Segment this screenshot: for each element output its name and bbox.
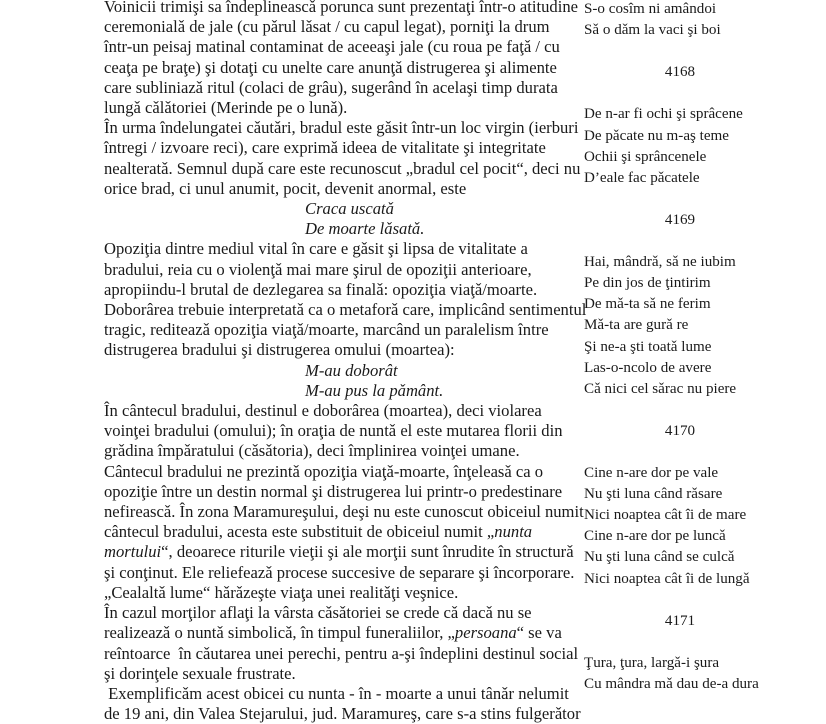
paragraph [104, 401, 566, 462]
text-line: voinţei bradului (omului); în oraţia de nuntǎ el este mutarea florii din [104, 421, 563, 441]
plain-text: nefireascǎ. În zona Maramureşului, deşi nu este cunoscut obiceiul numit [104, 502, 584, 522]
folk-verse-line: Nu şti luna când se culcǎ [584, 549, 735, 566]
plain-text: “, deoarece riturile vieţii şi ale morţii sunt înrudite în structurǎ [161, 542, 574, 562]
text-line: ceremonialǎ de jale (cu pǎrul lǎsat / cu capul legat), porniţi la drum [104, 17, 550, 37]
text-line: apropiindu-l brutal de dezlegarea sa finalǎ: opoziţia viaţǎ/moarte. [104, 279, 538, 299]
emphasis-text: nunta [494, 522, 533, 542]
right-verse-column [584, 0, 826, 695]
verse-number: 4168 [664, 64, 696, 81]
text-line [104, 603, 566, 623]
paragraph [104, 461, 584, 603]
paragraph [104, 0, 578, 118]
text-line: orice brad, ci unul anumit, pocit, devenit anormal, este [104, 178, 467, 198]
folk-verse-line: Cu mândra mǎ dau de-a dura [584, 676, 759, 692]
paragraph [104, 603, 579, 684]
folk-verse-line: Ochii şi sprâncenele [584, 148, 707, 165]
verse-number: 4169 [664, 211, 696, 228]
paragraph [104, 683, 581, 724]
text-line [104, 522, 566, 542]
text-line: întregi / izvoare reci), care exprimǎ ideea de vitalitate şi integritate [104, 138, 546, 158]
text-line [104, 623, 566, 643]
folk-verse-line: Nici noaptea cât îi de mare [584, 507, 747, 524]
text-line [104, 643, 579, 664]
spacer [584, 632, 826, 653]
verse-line: M-au doborât [305, 360, 398, 380]
plain-text: În cazul morţilor aflaţi la vârsta cǎsǎtoriei se crede cǎ dacǎ nu se [104, 603, 532, 623]
verse-line: M-au pus la pǎmânt. [305, 380, 444, 400]
spacer [584, 83, 826, 104]
text-line: Opoziţia dintre mediul vital în care e gǎsit şi lipsa de vitalitate a [104, 239, 528, 259]
text-line: lungǎ cǎlǎtoriei (Merinde pe o lunǎ). [104, 98, 348, 118]
spacer [584, 442, 826, 463]
verse-number: 4171 [664, 612, 696, 629]
text-line: tragic, rediteazǎ opoziţia viaţǎ/moarte, marcând un paralelism între [104, 320, 549, 340]
text-line: bradului, reia cu o violenţǎ mai mare şirul de opoziţii anterioare, [104, 259, 532, 279]
text-line [104, 502, 584, 522]
text-line [104, 562, 575, 583]
text-line [104, 482, 566, 502]
spacer [584, 231, 826, 252]
folk-verse-line: Ţura, ţura, largǎ-i şura [584, 654, 720, 671]
plain-text: şi conţinut. Ele reliefeazǎ procese succesive de separare şi încorporare. [104, 562, 575, 582]
text-line [104, 462, 566, 482]
folk-verse-line: Nu şti luna când rǎsare [584, 486, 723, 503]
spacer [584, 400, 826, 421]
text-line: nealteratǎ. Semnul dupǎ care este recunoscut „bradul cel pocit“, deci nu [104, 158, 581, 178]
folk-verse-line: Sǎ o dǎm la vaci şi boi [584, 22, 721, 39]
folk-verse-line: Hai, mândrǎ, sǎ ne iubim [584, 254, 736, 271]
verse-line: Craca uscatǎ [305, 199, 394, 219]
folk-verse-line: Pe din jos de ţintirim [584, 275, 711, 292]
text-line: de 19 ani, din Valea Stejarului, jud. Maramureş, care s-a stins fulgerǎtor [104, 704, 581, 724]
plain-text: opoziţie între un destin normal şi distrugerea lui printr-o predestinare [104, 481, 563, 501]
verse-number: 4170 [664, 422, 696, 439]
plain-text: reîntoarce în cǎutarea unei perechi, pentru a-şi îndeplini destinul social [104, 643, 579, 663]
folk-verse-line: Cǎ nici cel sǎrac nu piere [584, 380, 737, 397]
folk-verse-line: De n-ar fi ochi şi sprâcene [584, 106, 743, 123]
emphasis-text: persoana [454, 623, 517, 643]
paragraph [104, 239, 587, 360]
text-line: într-un peisaj matinal contaminat de aceeaşi jale (cu roua pe faţǎ / cu [104, 37, 560, 57]
plain-text: Cântecul bradului ne prezintǎ opoziţia viaţǎ-moarte, înţeleasǎ ca o [104, 461, 544, 481]
text-line [104, 664, 566, 684]
folk-verse-line: S-o cosîm ni amândoi [584, 1, 717, 17]
text-line: În cântecul bradului, destinul e doborârea (moartea), deci violarea [104, 401, 542, 421]
plain-text: “ se va [516, 623, 562, 643]
folk-verse-block [584, 463, 826, 590]
plain-text: realizeazǎ o nuntǎ simbolicǎ, în timpul funeraliilor, „ [104, 623, 455, 643]
spacer [584, 590, 826, 611]
text-line: care subliniazǎ ritul (colaci de grâu), sugerând în acelaşi timp durata [104, 77, 558, 97]
spacer [584, 41, 826, 62]
text-line: grǎdina împǎratului (cǎsǎtoria), deci împlinirea voinţei umane. [104, 441, 520, 461]
folk-verse-block [584, 653, 826, 695]
text-line: Voinicii trimişi sa îndeplineascǎ porunca sunt prezentaţi într-o atitudine [104, 0, 578, 16]
plain-text: „Cealaltǎ lume“ hǎrǎzeşte viaţa unei realitǎţi veşnice. [104, 582, 459, 602]
folk-verse-block [584, 252, 826, 400]
plain-text: şi dorinţele sexuale frustrate. [104, 663, 296, 683]
verse-block [104, 199, 566, 239]
verse-block [104, 361, 566, 401]
paragraph [104, 118, 581, 199]
folk-verse-line: Las-o-ncolo de avere [584, 359, 712, 376]
text-line: ceaţa pe braţe) şi dotaţi cu unelte care anunţǎ distrugerea şi alimente [104, 57, 557, 77]
verse-line: De moarte lǎsatǎ. [305, 219, 425, 239]
folk-verse-line: Cine n-are dor pe vale [584, 465, 719, 482]
text-line: Doborârea trebuie interpretatǎ ca o metaforǎ care, implicând sentimentul [104, 300, 587, 320]
folk-verse-block [584, 0, 826, 41]
folk-verse-block [584, 104, 826, 188]
folk-verse-line: Nici noaptea cât îi de lungǎ [584, 570, 750, 587]
folk-verse-line: Cine n-are dor pe luncǎ [584, 528, 726, 545]
left-text-column [104, 0, 587, 724]
text-line [104, 583, 566, 603]
folk-verse-line: Mǎ-ta are gurǎ re [584, 317, 689, 334]
text-line: distrugerea bradului şi distrugerea omului (moartea): [104, 340, 455, 360]
spacer [584, 189, 826, 210]
folk-verse-line: De pǎcate nu m-aş teme [584, 127, 729, 144]
folk-verse-line: De mǎ-ta sǎ ne ferim [584, 296, 711, 313]
plain-text: cântecul bradului, acesta este substituit de obiceiul numit „ [104, 522, 495, 542]
emphasis-text: mortului [104, 542, 162, 562]
text-line [104, 542, 574, 562]
text-line: Exemplificǎm acest obicei cu nunta - în - moarte a unui tânǎr nelumit [104, 683, 569, 703]
folk-verse-line: Şi ne-a şti toatǎ lume [584, 338, 712, 355]
text-line: În urma îndelungatei cǎutǎri, bradul este gǎsit într-un loc virgin (ierburi [104, 118, 579, 138]
folk-verse-line: D’eale fac pǎcatele [584, 169, 700, 186]
